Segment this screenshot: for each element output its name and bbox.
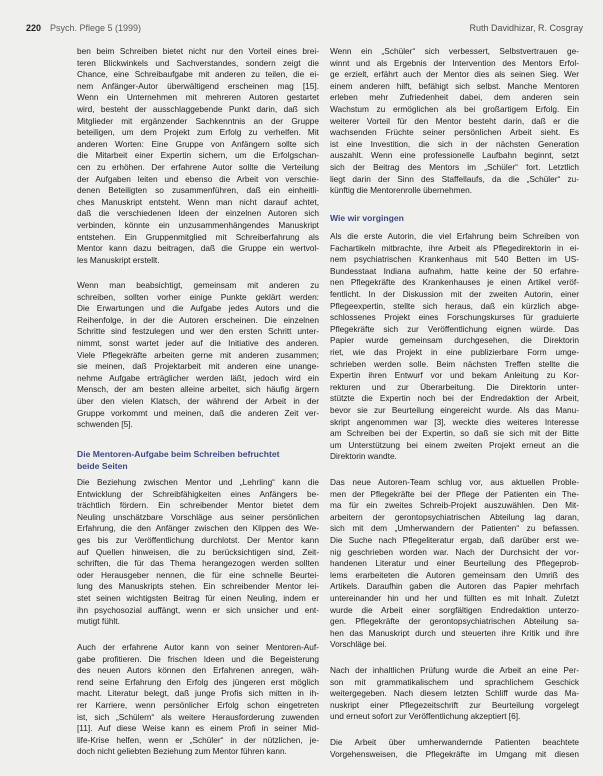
text-line: der Aufgaben leiten und ebenso die Arbeit von verschie- [77,173,319,184]
text-line: des neuen Autors können den Erfahrenen anregen, wäh- [77,665,319,676]
text-line: erleben mehr Zufriedenheit dabei, dem anderen sein [330,92,579,103]
text-line: ma für ein zweites Schreib-Projekt auszuwählen. Den Mit- [330,500,579,511]
text-line: Bundesstaat Indiana aufnahm, hatte keine der 50 erfahre- [330,265,579,276]
paragraph [77,46,319,266]
text-line: Wie wir vorgingen [330,213,404,223]
text-line: ihn psychosozial auffängt, wenn er sich unsicher und ent- [77,604,319,615]
section-heading [77,449,319,472]
text-line: ches Manuskript entsteht. Wenn man nicht darauf achtet, [77,196,319,207]
text-line: Die Arbeit über umherwandernde Patienten beachtete [330,737,579,747]
paragraph [330,46,579,197]
text-line: nimmt, sonst wartet jeder auf die Initiative des anderen. [77,337,319,348]
text-line: nem psychiatrischen Krankenhaus mit 540 Betten im US- [330,254,579,265]
text-line: Papier wurde gemeinsam durchgesehen, die Direktorin [330,335,579,346]
text-line: ben beim Schreiben bietet nicht nur den Vorteil eines brei- [77,46,319,56]
text-line: liegt darin der Sinn des Staffellaufs, da die „Schüler“ zu- [330,173,579,184]
text-line: Pflegeexpertin, stellte sich heraus, daß ein kürzlich abge- [330,300,579,311]
text-line: Mentor kann dazu beitragen, daß die Gruppe ein wertvol- [77,243,319,254]
paragraph [330,665,579,723]
text-line: Erfahrung, die den Anfänger zwischen den Klippen des We- [77,523,319,534]
text-line: riet, wie das Projekt in eine publizierbare Form umge- [330,346,579,357]
paragraph [77,477,319,628]
paragraph [330,231,579,463]
text-line: auf Quellen hinweisen, die zu berücksichtigen sind, Zeit- [77,546,319,557]
text-line: nen Pflegekräfte des Krankenhauses je einen Artikel veröf- [330,277,579,288]
text-line: Schritte sind festzulegen und wer den ersten Schritt unter- [77,326,319,337]
text-line: bevor sie zur Beurteilung eingereicht wurde. Als das Manu- [330,404,579,415]
text-line: life-Krise helfen, wenn er „Schüler“ in der nützlichen, je- [77,734,319,745]
paragraph [330,737,579,760]
text-line: [11]. Auf diese Weise kann es einem Profi in seiner Mid- [77,723,319,734]
text-line: Direktorin wandte. [330,451,397,462]
text-line: doch nicht geliebten Beziehung zum Mentor führen kann. [77,746,287,757]
text-line: Die Beziehung zwischen Mentor und „Lehrling“ kann die [77,477,319,487]
text-line: Die Erwartungen und die Aufgabe jedes Autors und die [77,303,319,314]
text-line: Wenn ein Unternehmen mit mehreren Autoren gestartet [77,92,319,103]
text-line: sich mit dem „Umherwandern der Patienten“ zu befassen. [330,523,579,534]
text-line: ges bis zur Veröffentlichung durchlotst. Der Mentor kann [77,534,319,545]
text-line: nig geschrieben worden war. Nach der Durchsicht der vor- [330,546,579,557]
text-line: künftig die Mentorenrolle übernehmen. [330,185,473,196]
text-line: schrieben werden solle. Beim nächsten Treffen stellte die [330,358,579,369]
journal-citation: Psych. Pflege 5 (1999) [50,23,142,33]
paragraph [77,280,319,431]
text-line: Vorschläge bei. [330,639,387,650]
text-line: rekturen und zur Überarbeitung. Die Direktorin unter- [330,381,579,392]
text-line: Mitglieder mit ergänzender Sachkenntnis an der Gruppe [77,115,319,126]
text-line: rer Karriere, wenn persönlicher Erfolg schon eingetreten [77,699,319,710]
text-line: Vorgehensweisen, die Pflegekräfte im Umgang mit diesen [330,748,579,759]
text-line: anderen Worten: Eine Gruppe von Anfängern sollte sich [77,138,319,149]
text-line: rend seine Erfahrung den Erfolg des jüngeren erst möglich [77,676,319,687]
text-line: nehme Aufgabe erträglicher werden läßt, jedoch wird ein [77,372,319,383]
text-line: auszahlt. Wenn eine professionelle Laufbahn beginnt, setzt [330,150,579,161]
text-line: Die Mentoren-Aufgabe beim Schreiben befruchtet [77,449,280,459]
text-line: mutigt fühlt. [77,616,120,627]
page-number: 220 [26,23,42,33]
text-line: skript angenommen war [3], weckte dies weiteres Interesse [330,416,579,427]
paragraph [330,477,579,651]
text-line: über den vielen Klatsch, der während der Arbeit in der [77,395,319,406]
text-line: sich der Beitrag des Mentors im „Schüler“ fort. Letztlich [330,161,579,172]
text-line: weiterer Vorteil für den Mentor besteht darin, daß er die [330,115,579,126]
text-line: Pflegekräfte sich zur Veröffentlichung eignen würde. Das [330,323,579,334]
text-line: um Unterstützung bei einem zweiten Projekt erneut an die [330,439,579,450]
text-line: Wenn man beabsichtigt, gemeinsam mit anderen zu [77,280,319,290]
text-line: beteiligen, um dem Projekt zum Erfolg zu verhelfen. Mit [77,127,319,138]
text-line: einem anderen hilft, befähigt sich selbst. Manche Mentoren [330,80,579,91]
text-line: macht. Literatur belegt, daß junge Profis sich mitten in ih- [77,688,319,699]
text-line: wurde die Arbeit einer sorgfältigen Endredaktion unterzo- [330,604,579,615]
text-line: ist eine Investition, die sich in der nächsten Generation [330,138,579,149]
left-column [77,0,319,776]
text-line: weitergegeben. Nach diesem letzten Schliff wurde das Ma- [330,688,579,699]
text-line: ist, sich „Schülern“ als weitere Herausforderung zuwenden [77,711,319,722]
text-line: lems erarbeiteten die Autoren gemeinsam den Umriß des [330,569,579,580]
author-names: Ruth Davidhizar, R. Cosgray [469,23,583,33]
text-line: schriften, die für das Thema herangezogen werden sollten [77,558,319,569]
text-line: Viele Pflegekräfte arbeiten gerne mit anderen zusammen; [77,349,319,360]
text-line: Gruppe vorkommt und meinen, daß die anderen Zeit ver- [77,407,319,418]
paragraph [77,642,319,758]
text-line: fentlicht. In der Diskussion mit der zweiten Autorin, einer [330,288,579,299]
text-line: daß die verschiedenen Ideen der einzelnen Autoren sich [77,208,319,219]
text-line: nuskript einer Pflegezeitschrift zur Beurteilung vorgelegt [330,699,579,710]
text-line: Auch der erfahrene Autor kann von seiner Mentoren-Auf- [77,642,319,652]
text-line: Entwicklung der Schreibfähigkeiten eines Anfängers be- [77,488,319,499]
text-line: ge erzielt, erfährt auch der Mentor dies als seinen Sieg. Wer [330,69,579,80]
text-line: men der Pflegekräfte bei der Pflege der Patienten ein The- [330,488,579,499]
text-line: denen Beteiligten so zusammenführen, daß ein einheitli- [77,185,319,196]
text-line: gen. Pflegekräfte der gerontopsychiatrischen Abteilung sa- [330,616,579,627]
text-line: Chance, eine Schreibaufgabe mit anderen zu teilen, die ei- [77,69,319,80]
text-line: entstehen. Ein Gruppenmitglied mit Schreiberfahrung als [77,231,319,242]
right-column [330,0,579,776]
text-line: winnt und als Ergebnis der Intervention des Mentors Erfol- [330,57,579,68]
text-line: schwenden [5]. [77,419,133,430]
text-line: cen zu erhöhen. Der erfahrene Autor sollte die Verteilung [77,161,319,172]
text-line: untereinander hin und her und füllten es mit Inhalt. Zuletzt [330,592,579,603]
text-line: arbeitern der gerontopsychiatrischen Abteilung lag daran, [330,511,579,522]
text-line: Reihenfolge, in der die Autoren erscheinen. Die einzelnen [77,314,319,325]
text-line: nem Anfänger-Autor überwältigend erscheinen mag [15]. [77,80,319,91]
text-line: verbinden, könnte ein unzusammenhängendes Manuskript [77,219,319,230]
text-line: Nach der inhaltlichen Prüfung wurde die Arbeit an eine Per- [330,665,579,675]
text-line: Wachstum zu ermöglichen als bei großartigem Erfolg. Ein [330,103,579,114]
text-line: und erneut sofort zur Veröffentlichung akzeptiert [6]. [330,711,521,722]
text-line: Expertin ihren Entwurf vor und bekam Anleitung zu Kor- [330,370,579,381]
text-line: hen das Manuskript durch und steuerten ihre Kritik und ihre [330,627,579,638]
section-heading [330,213,579,225]
text-line: oder Herausgeber nennen, die für eine schnelle Beurtei- [77,569,319,580]
text-line: Die Suche nach Pflegeliteratur ergab, daß darüber erst we- [330,534,579,545]
text-line: beide Seiten [77,460,128,471]
text-line: sie meinen, daß Projektarbeit mit anderen eine unange- [77,361,319,372]
text-line: teren Blickwinkels und Sachverstandes, sondern zeigt die [77,57,319,68]
text-line: schreiben, sollten vorher einige Punkte geklärt werden: [77,291,319,302]
text-line: stet seinen wichtigsten Beitrag für einen Neuling, indem er [77,592,319,603]
text-line: Das neue Autoren-Team schlug vor, aus aktuellen Proble- [330,477,579,487]
text-line: Artikels. Daraufhin gaben die Autoren das Papier mehrfach [330,581,579,592]
text-line: Als die erste Autorin, die viel Erfahrung beim Schreiben von [330,231,579,241]
text-line: trächtlich fördern. Ein schreibender Mentor bietet dem [77,500,319,511]
text-line: die Mitarbeit einer Expertin sichern, um die Erfolgschan- [77,150,319,161]
text-line: handenen Literatur und einer Beurteilung des Pflegeprob- [330,558,579,569]
text-line: wachsenden Früchte seiner persönlichen Arbeit sieht. Es [330,127,579,138]
text-line: schlossenes Projekt eines Forschungskurses für graduierte [330,312,579,323]
text-line: Fachartikeln mitbrachte, ihre Arbeit als Pflegedirektorin in ei- [330,242,579,253]
text-line: Mensch, der am besten alleine arbeitet, sich häufig ärgern [77,384,319,395]
text-line: wird, besteht der ausschlaggebende Punkt darin, daß sich [77,103,319,114]
text-line: Wenn ein „Schüler“ sich verbessert, Selbstvertrauen ge- [330,46,579,56]
text-line: les Manuskript erstellt. [77,254,160,265]
text-line: lung des Manuskripts stehen. Ein schreibender Mentor lei- [77,581,319,592]
text-line: am Schreiben bei der Expertin, so daß sie sich mit der Bitte [330,428,579,439]
text-line: Neuling unschätzbare Vorschläge aus seiner persönlichen [77,511,319,522]
text-line: gabe profitieren. Die frischen Ideen und die Begeisterung [77,653,319,664]
text-line: stützte die Expertin noch bei der Endredaktion der Arbeit, [330,393,579,404]
text-line: son mit grammatikalischem und sprachlichem Geschick [330,676,579,687]
